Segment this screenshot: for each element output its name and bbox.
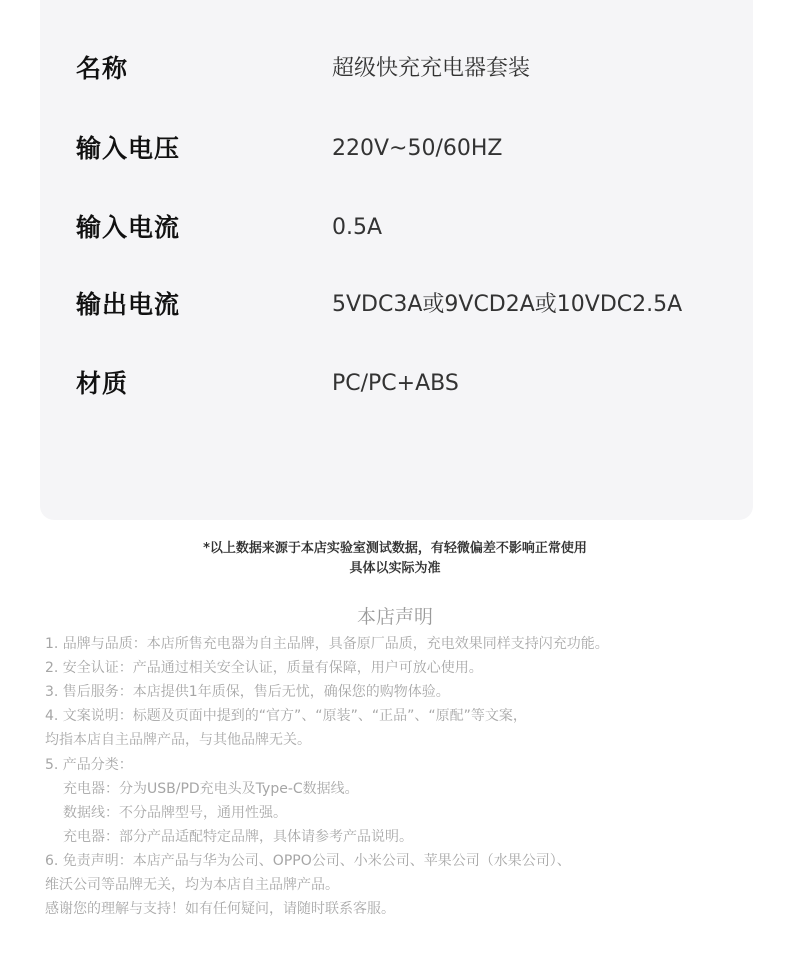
data-source-note-line2: 具体以实际为准 (349, 561, 441, 576)
spec-row-name (40, 44, 753, 94)
spec-label: 输入电流 (76, 213, 181, 242)
spec-label: 名称 (76, 54, 129, 83)
spec-row-material (40, 359, 753, 409)
statement-line: 均指本店自主品牌产品，与其他品牌无关。 (45, 732, 311, 748)
statement-line: 充电器：分为USB/PD充电头及Type-C数据线。 (63, 781, 359, 797)
statement-line: 2. 安全认证：产品通过相关安全认证，质量有保障，用户可放心使用。 (45, 660, 483, 676)
statement-line: 5. 产品分类： (45, 757, 133, 773)
spec-row-input-current (40, 203, 753, 253)
statement-line: 感谢您的理解与支持！如有任何疑问，请随时联系客服。 (45, 901, 395, 917)
statement-line: 4. 文案说明：标题及页面中提到的“官方”、“原装”、“正品”、“原配”等文案， (45, 708, 527, 724)
statement-line: 数据线：不分品牌型号，通用性强。 (63, 805, 287, 821)
spec-card (40, 0, 753, 520)
statement-title: 本店声明 (356, 606, 433, 628)
spec-value: PC/PC+ABS (332, 371, 459, 396)
statement-line: 1. 品牌与品质：本店所售充电器为自主品牌，具备原厂品质，充电效果同样支持闪充功能。 (45, 636, 609, 652)
spec-value: 0.5A (332, 215, 383, 240)
statement-line: 3. 售后服务：本店提供1年质保，售后无忧，确保您的购物体验。 (45, 684, 450, 700)
spec-value: 超级快充充电器套装 (332, 56, 531, 81)
spec-value: 5VDC3A或9VCD2A或10VDC2.5A (332, 292, 683, 317)
statement-line: 6. 免责声明：本店产品与华为公司、OPPO公司、小米公司、苹果公司（水果公司）、 (45, 853, 571, 869)
spec-row-input-voltage (40, 124, 753, 174)
data-source-note: *以上数据来源于本店实验室测试数据，有轻微偏差不影响正常使用 (203, 541, 587, 556)
spec-value: 220V~50/60HZ (332, 136, 503, 161)
spec-row-output-current (40, 280, 753, 330)
spec-label: 输入电压 (76, 134, 181, 163)
spec-label: 输出电流 (76, 290, 181, 319)
statement-line: 充电器：部分产品适配特定品牌，具体请参考产品说明。 (63, 829, 413, 845)
spec-label: 材质 (76, 369, 129, 398)
statement-line: 维沃公司等品牌无关，均为本店自主品牌产品。 (45, 877, 339, 893)
